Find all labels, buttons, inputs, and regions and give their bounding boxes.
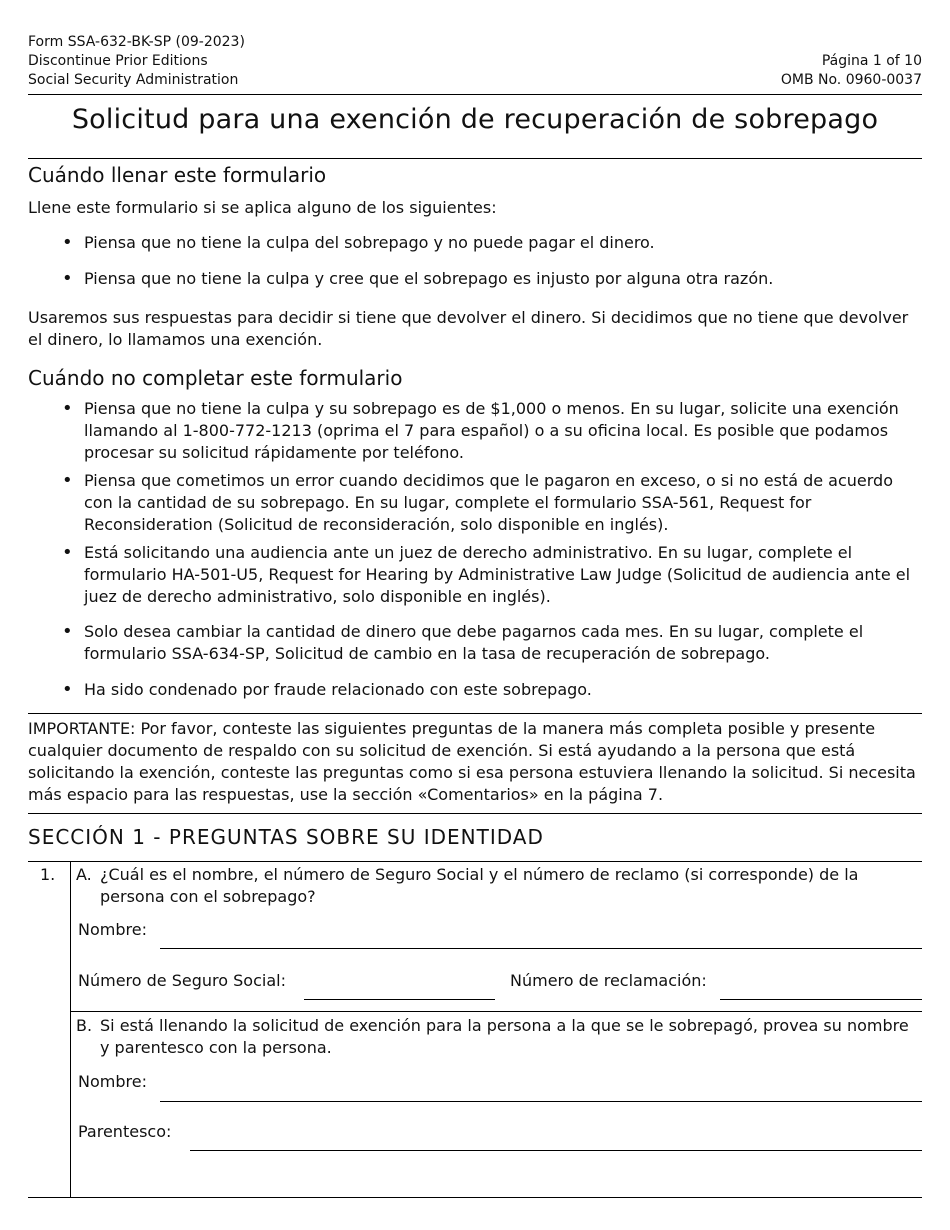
claim-number-label: Número de reclamación:	[510, 971, 707, 990]
name-field[interactable]	[160, 948, 922, 949]
when-fill-intro: Llene este formulario si se aplica alguno de los siguientes:	[28, 198, 497, 217]
divider	[28, 94, 922, 95]
table-top-rule	[28, 861, 922, 862]
form-header-right	[781, 52, 922, 90]
question-a-text: ¿Cuál es el nombre, el número de Seguro Social y el número de reclamo (si corresponde) de la persona con el sobrepago?	[100, 865, 859, 906]
claim-number-field[interactable]	[720, 999, 922, 1000]
relationship-field[interactable]	[190, 1150, 922, 1151]
list-item: • Piensa que no tiene la culpa del sobrepago y no puede pagar el dinero.	[28, 232, 922, 254]
omb-number: OMB No. 0960-0037	[780, 72, 922, 88]
list-item: • Está solicitando una audiencia ante un juez de derecho administrativo. En su lugar, complete el formulario HA-501-U5, Request for Hearing by Administrative Law Judge (Solicitud de audiencia ante el juez de derecho administrativo, solo disponible en inglés).	[28, 542, 922, 608]
list-item: • Piensa que no tiene la culpa y su sobrepago es de $1,000 o menos. En su lugar, solicite una exención llamando al 1-800-772-1213 (oprima el 7 para español) o a su oficina local. Es posible que podamos procesar su solicitud rápidamente por teléfono.	[28, 398, 922, 464]
question-b-text: Si está llenando la solicitud de exención para la persona a la que se le sobrepagó, provea su nombre y parentesco con la persona.	[100, 1016, 909, 1057]
list-item: • Solo desea cambiar la cantidad de dinero que debe pagarnos cada mes. En su lugar, complete el formulario SSA-634-SP, Solicitud de cambio en la tasa de recuperación de sobrepago.	[28, 621, 922, 665]
table-column-divider	[70, 862, 71, 1197]
agency-name: Social Security Administration	[28, 72, 239, 88]
list-item: • Piensa que no tiene la culpa y cree que el sobrepago es injusto por alguna otra razón.	[28, 268, 922, 290]
page-number: Página 1 of 10	[821, 53, 922, 69]
relationship-label: Parentesco:	[78, 1122, 172, 1141]
ssn-field[interactable]	[304, 999, 495, 1000]
when-not-list	[28, 398, 922, 701]
divider	[28, 813, 922, 814]
divider	[28, 158, 922, 159]
b-name-label: Nombre:	[78, 1072, 147, 1091]
form-header-left	[28, 33, 245, 90]
page-title: Solicitud para una exención de recuperación de sobrepago	[71, 104, 879, 135]
important-note: IMPORTANTE: Por favor, conteste las siguientes preguntas de la manera más completa posible y presente cualquier documento de respaldo con su solicitud de exención. Si está ayudando a la persona que está solicitando la exención, conteste las preguntas como si esa persona estuviera llenando la solicitud. Si necesita más espacio para las respuestas, use la sección «Comentarios» en la página 7.	[28, 719, 916, 804]
divider	[28, 713, 922, 714]
question-b-letter: B.	[76, 1016, 93, 1035]
row-divider	[70, 1011, 922, 1012]
ssn-label: Número de Seguro Social:	[78, 971, 286, 990]
when-not-heading: Cuándo no completar este formulario	[28, 366, 403, 390]
form-id: Form SSA-632-BK-SP (09-2023)	[28, 34, 245, 50]
b-name-field[interactable]	[160, 1101, 922, 1102]
table-bottom-rule	[28, 1197, 922, 1198]
list-item: • Ha sido condenado por fraude relacionado con este sobrepago.	[28, 679, 922, 701]
editions-note: Discontinue Prior Editions	[28, 53, 208, 69]
question-a-letter: A.	[76, 865, 92, 884]
list-item: • Piensa que cometimos un error cuando decidimos que le pagaron en exceso, o si no está de acuerdo con la cantidad de su sobrepago. En su lugar, complete el formulario SSA-561, Request for Reconsideration (Solicitud de reconsideración, solo disponible en inglés).	[28, 470, 922, 536]
when-fill-heading: Cuándo llenar este formulario	[28, 163, 327, 187]
when-fill-outro: Usaremos sus respuestas para decidir si tiene que devolver el dinero. Si decidimos que no tiene que devolver el dinero, lo llamamos una exención.	[28, 308, 909, 349]
name-label: Nombre:	[78, 920, 147, 939]
when-fill-list	[28, 232, 922, 290]
section-1-heading: SECCIÓN 1 - PREGUNTAS SOBRE SU IDENTIDAD	[28, 825, 544, 849]
question-number: 1.	[40, 865, 56, 884]
